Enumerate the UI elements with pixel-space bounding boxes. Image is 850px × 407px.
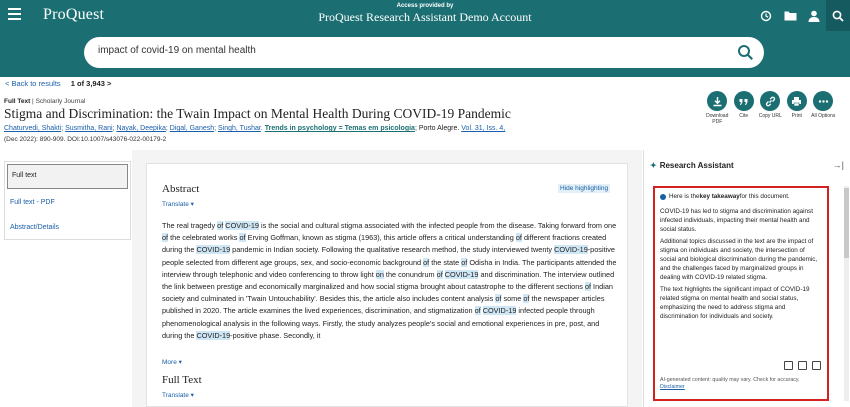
takeaway-topics: Additional topics discussed in the text are the impact of stigma on individuals and society, the intersection of social and biological discrimination during the pandemic, and the challenges faced by marginalized groups in dealing with COVID-19 related stigma. — [660, 238, 818, 281]
access-banner — [0, 3, 850, 25]
search-term-highlight: COVID-19 — [196, 330, 231, 340]
volume-link[interactable]: Vol. 31, Iss. 4, — [461, 125, 506, 132]
all-options-label: All Options — [811, 113, 836, 119]
download-pdf-label: Download PDF — [706, 113, 729, 125]
search-term-highlight: of — [515, 233, 522, 243]
ai-disclaimer: AI-generated content: quality may vary. Check for accuracy. Disclaimer — [660, 377, 800, 390]
author-link[interactable]: Chaturvedi, Shakti — [4, 125, 62, 132]
author-link[interactable]: Susmitha, Rani — [65, 125, 113, 132]
copy-icon[interactable] — [784, 361, 793, 370]
journal-link[interactable]: Trends in psychology = Temas em psicologia — [264, 125, 415, 132]
search-term-highlight: COVID-19 — [554, 245, 588, 255]
search-term-highlight: of — [423, 257, 430, 267]
sparkle-icon: ✦ — [650, 161, 657, 170]
search-icon[interactable] — [826, 0, 850, 31]
chevron-down-icon: ▾ — [178, 359, 182, 366]
search-term-highlight: of — [523, 294, 530, 304]
meta-separator: | — [30, 98, 36, 105]
translate-dropdown[interactable]: Translate ▾ — [162, 392, 194, 399]
search-band — [0, 31, 850, 77]
document-title: Stigma and Discrimination: the Twain Impact on Mental Health During COVID-19 Pandemic — [4, 106, 511, 121]
panel-scrollbar[interactable] — [844, 186, 849, 401]
history-icon[interactable] — [754, 0, 778, 31]
search-term-highlight: of — [474, 306, 481, 316]
author-link[interactable]: Singh, Tushar — [218, 125, 261, 132]
search-term-highlight: COVID-19 — [444, 269, 479, 279]
search-submit-icon[interactable] — [737, 44, 754, 61]
key-takeaway-box — [653, 186, 829, 401]
download-pdf-button[interactable] — [704, 91, 731, 125]
chevron-down-icon: ▾ — [190, 392, 194, 399]
copy-url-button[interactable] — [757, 91, 784, 125]
search-term-highlight: on — [375, 269, 384, 279]
publication-place: Porto Alegre — [418, 125, 458, 132]
next-result-link[interactable]: > — [107, 79, 112, 88]
abstract-text: The real tragedy of COVID-19 is the social and cultural stigma associated with the infected people from the disease. Taking forward from one of the celebrated works of Erving Goffman, known as stigma (1963), this article offers a critical understanding of different fractions created during the COVID-19 pandemic in Indian society. Following the qualitative research method, the study interviewed twenty COVID-19-positive people selected from different age groups, sex, and socio-economic background of the state of Odisha in India. The participants attended the interview through telephonic and video conferencing to throw light on the conundrum of COVID-19 and discrimination. The interview outlined the link between prestige and economically marginalized and how social stigma brought about catastrophe to the different sections of Indian society and culminated in 'Twain Untouchability'. Besides this, the article also includes content analysis of some of the newspaper articles published in 2020. The article examines the lived experiences, discrimination, and stigmatization of COVID-19 infected people through phenomenological analysis in the following ways. Firstly, the study analyzes people's social and emotional experiences in pre, post, and during the COVID-19-positive phase. Secondly, it — [162, 221, 617, 340]
author-link[interactable]: Digal, Ganesh — [169, 125, 215, 132]
citation-doi: (Dec 2022): 890-909. DOI:10.1007/s43076-022-00179-2 — [4, 136, 167, 143]
search-term-highlight: of — [162, 233, 169, 243]
search-term-highlight: COVID-19 — [225, 221, 259, 230]
back-to-results-link[interactable]: < Back to results — [5, 79, 61, 88]
search-term-highlight: of — [217, 221, 224, 230]
source-type: Full Text — [4, 98, 31, 105]
chevron-down-icon: ▾ — [190, 201, 194, 208]
folder-icon[interactable] — [778, 0, 802, 31]
takeaway-highlight: The text highlights the significant impact of COVID-19 related stigma on mental health and social status, emphasizing the need to address stigma and discrimination for individuals and society. — [660, 286, 810, 320]
research-assistant-header: ✦ Research Assistant — [650, 161, 734, 170]
takeaway-summary: COVID-19 has led to stigma and discrimination against infected individuals, impacting their mental health and social status. — [660, 208, 813, 233]
search-term-highlight: of — [436, 269, 443, 279]
document-sections-nav — [4, 161, 131, 240]
nav-abstract-details[interactable]: Abstract/Details — [10, 224, 60, 231]
quote-icon — [738, 96, 749, 107]
result-position: 1 of 3,943 — [70, 79, 105, 88]
top-icons — [754, 0, 850, 31]
search-box — [84, 37, 764, 68]
takeaway-intro: Here is the key takeaway for this document. — [660, 192, 822, 201]
cite-label: Cite — [739, 113, 749, 119]
link-icon — [765, 96, 776, 107]
user-icon[interactable] — [802, 0, 826, 31]
research-assistant-panel — [643, 150, 850, 407]
document-type — [4, 98, 85, 105]
publication-type: Scholarly Journal — [35, 98, 86, 105]
search-term-highlight: COVID-19 — [196, 245, 231, 255]
more-link[interactable]: More ▾ — [162, 359, 182, 366]
collapse-panel-icon[interactable]: →| — [832, 160, 844, 170]
cite-button[interactable] — [731, 91, 758, 125]
search-term-highlight: of — [584, 282, 592, 292]
hide-highlighting-button[interactable]: Hide highlighting — [560, 185, 609, 192]
search-term-highlight: of — [495, 294, 502, 304]
print-icon — [791, 96, 802, 107]
nav-full-text-pdf[interactable]: Full text - PDF — [10, 199, 55, 206]
all-options-button[interactable] — [810, 91, 837, 125]
nav-full-text[interactable]: Full text — [7, 164, 128, 189]
download-icon — [712, 96, 723, 107]
account-name: ProQuest Research Assistant Demo Account — [318, 10, 532, 24]
thumbs-up-icon[interactable] — [798, 361, 807, 370]
author-link[interactable]: Nayak, Deepika — [116, 125, 166, 132]
thumbs-down-icon[interactable] — [812, 361, 821, 370]
full-text-heading: Full Text — [162, 374, 202, 386]
search-term-highlight: of — [461, 257, 468, 267]
more-icon — [818, 96, 829, 107]
abstract-heading: Abstract — [162, 183, 200, 195]
translate-dropdown[interactable]: Translate ▾ — [162, 201, 194, 208]
top-bar — [0, 0, 850, 31]
assistant-icon — [660, 194, 666, 200]
print-label: Print — [791, 113, 802, 119]
print-button[interactable] — [784, 91, 811, 125]
search-term-highlight: COVID-19 — [482, 306, 517, 316]
document-actions — [704, 91, 837, 125]
search-input[interactable] — [98, 45, 698, 56]
proquest-logo[interactable]: ProQuest — [43, 6, 105, 23]
search-term-highlight: of — [239, 233, 246, 243]
results-navigation — [5, 79, 111, 88]
access-provided-label: Access provided by — [396, 3, 454, 9]
feedback-buttons — [784, 361, 821, 370]
author-line: Chaturvedi, Shakti; Susmitha, Rani; Nayak, Deepika; Digal, Ganesh; Singh, Tushar. Trends in psychology = Temas em psicologia; Porto Alegre. Vol. 31, Iss. 4, — [4, 125, 506, 132]
disclaimer-link[interactable]: Disclaimer — [660, 384, 685, 390]
copy-url-label: Copy URL — [758, 113, 782, 119]
document-content-card — [146, 163, 628, 407]
